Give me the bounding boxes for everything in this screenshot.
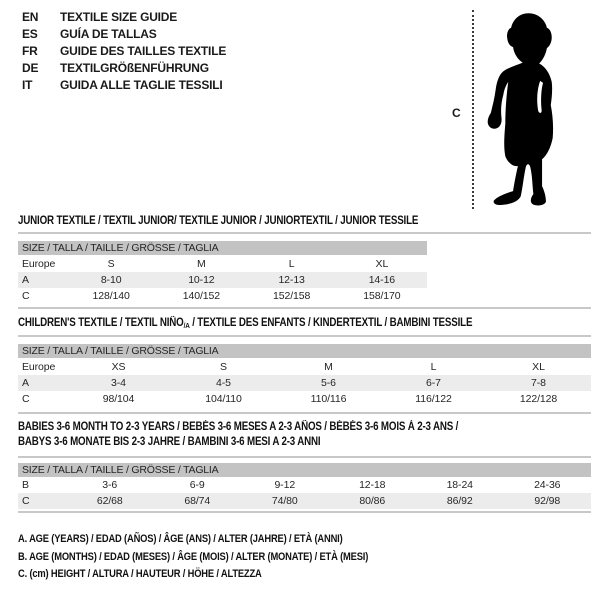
language-title: TEXTILGRÖßENFÜHRUNG [60, 61, 209, 75]
size-header-text: SIZE / TALLA / TAILLE / GRÖSSE / TAGLIA [22, 242, 219, 254]
size-header-text: SIZE / TALLA / TAILLE / GRÖSSE / TAGLIA [22, 345, 219, 357]
row-label-cell: A [22, 377, 29, 389]
divider-rule [18, 232, 591, 234]
legend-notes [18, 531, 430, 584]
size-header-bar [18, 241, 427, 255]
row-label-cell: B [22, 479, 29, 491]
note-text: C. (cm) HEIGHT / ALTURA / HAUTEUR / HÖHE / ALTEZZA [18, 568, 262, 580]
value-cell: 152/158 [272, 290, 311, 302]
value-cell: 24-36 [534, 479, 561, 491]
value-cell: 6-9 [189, 479, 205, 491]
language-code: FR [22, 44, 38, 58]
value-cell: 6-7 [426, 377, 441, 389]
value-cell: 104/110 [205, 393, 242, 405]
value-cell: 86/92 [446, 495, 473, 507]
language-title-list [22, 9, 226, 94]
language-title: GUIDE DES TAILLES TEXTILE [60, 44, 227, 58]
value-cell: 8-10 [100, 274, 122, 286]
divider-rule [18, 307, 591, 309]
height-measure-dotted-line [472, 10, 474, 209]
value-cell: XL [375, 257, 389, 270]
value-cell: 5-6 [321, 377, 336, 389]
section-title-text [18, 316, 472, 333]
value-cell: 12-18 [359, 479, 386, 491]
row-label-cell: Europe [22, 360, 56, 373]
language-code: DE [22, 61, 39, 75]
value-cell: XS [111, 360, 126, 373]
note-line-a [18, 531, 430, 549]
row-label-cell: C [22, 290, 30, 302]
table-row [18, 477, 591, 493]
language-row [22, 77, 226, 94]
size-table [18, 358, 591, 407]
value-cell: XL [532, 360, 545, 373]
language-row [22, 9, 226, 26]
language-code: IT [22, 78, 33, 92]
value-cell: 158/170 [363, 290, 401, 302]
babies-size-table [18, 477, 591, 509]
note-text: A. AGE (YEARS) / EDAD (AÑOS) / ÂGE (ANS) / ALTER (JAHRE) / ETÀ (ANNI) [18, 533, 343, 545]
children-size-table [18, 358, 591, 407]
value-cell: 74/80 [271, 495, 298, 507]
divider-rule [18, 412, 591, 414]
language-title: TEXTILE SIZE GUIDE [60, 10, 178, 24]
value-cell: S [220, 360, 227, 373]
table-row [18, 375, 591, 391]
note-line-b [18, 549, 430, 567]
value-cell: 68/74 [184, 495, 211, 507]
section-title-junior [18, 214, 489, 229]
section-title-text: BABIES 3-6 MONTH TO 2-3 YEARS / BEBÉS 3-6 MESES A 2-3 AÑOS / BÉBÉS 3-6 MOIS À 2-3 ANS / [18, 421, 459, 433]
size-table [18, 477, 591, 509]
baby-silhouette [486, 8, 573, 208]
divider-rule [18, 335, 591, 337]
value-cell: 128/140 [92, 290, 130, 302]
language-row [22, 43, 226, 60]
language-row [22, 26, 226, 43]
value-cell: M [324, 360, 333, 373]
table-row [18, 255, 427, 272]
language-code: EN [22, 10, 39, 24]
section-title-babies [18, 420, 536, 450]
junior-size-table [18, 255, 427, 304]
language-title: GUÍA DE TALLAS [60, 27, 157, 41]
table-row [18, 493, 591, 509]
value-cell: 12-13 [278, 274, 305, 286]
row-label-cell: Europe [22, 257, 56, 270]
value-cell: 116/122 [415, 393, 452, 405]
section-title-children [18, 316, 552, 333]
value-cell: 4-5 [216, 377, 231, 389]
value-cell: 110/116 [310, 393, 347, 405]
value-cell: L [430, 360, 437, 373]
size-header-text: SIZE / TALLA / TAILLE / GRÖSSE / TAGLIA [22, 464, 219, 476]
section-title-text: JUNIOR TEXTILE / TEXTIL JUNIOR/ TEXTILE JUNIOR / JUNIORTEXTIL / JUNIOR TESSILE [18, 215, 419, 227]
value-cell: 92/98 [534, 495, 561, 507]
note-text: B. AGE (MONTHS) / EDAD (MESES) / ÂGE (MOIS) / ALTER (MONATE) / ETÀ (MESI) [18, 550, 369, 563]
table-row [18, 358, 591, 375]
value-cell: 80/86 [359, 495, 386, 507]
value-cell: 18-24 [446, 479, 473, 491]
size-header-bar [18, 344, 591, 358]
value-cell: 62/68 [96, 495, 123, 507]
value-cell: 140/152 [182, 290, 220, 302]
title-part: CHILDREN'S TEXTILE / TEXTIL NIÑO [18, 317, 184, 329]
language-code: ES [22, 27, 38, 41]
value-cell: M [197, 257, 206, 270]
table-row [18, 272, 427, 288]
title-part: / TEXTILE DES ENFANTS / KINDERTEXTIL / BAMBINI TESSILE [189, 317, 473, 329]
title-subscript: /A [183, 321, 190, 330]
value-cell: S [107, 257, 115, 270]
value-cell: 10-12 [188, 274, 215, 286]
height-measure-label: C [452, 106, 461, 120]
value-cell: 98/104 [102, 393, 135, 405]
language-row [22, 60, 226, 77]
value-cell: 7-8 [531, 377, 546, 389]
divider-rule [18, 456, 591, 458]
divider-rule [18, 511, 591, 513]
value-cell: 122/128 [519, 393, 558, 405]
note-line-c [18, 566, 430, 584]
value-cell: 14-16 [368, 274, 396, 286]
language-title: GUIDA ALLE TAGLIE TESSILI [60, 78, 223, 92]
row-label-cell: A [22, 274, 29, 286]
value-cell: 3-4 [111, 377, 126, 389]
section-title-text: BABYS 3-6 MONATE BIS 2-3 JAHRE / BAMBINI 3-6 MESI A 2-3 ANNI [18, 436, 321, 448]
row-label-cell: C [22, 495, 30, 507]
value-cell: 9-12 [274, 479, 296, 491]
value-cell: 3-6 [102, 479, 118, 491]
table-row [18, 391, 591, 407]
size-table [18, 255, 427, 304]
size-header-bar [18, 463, 591, 477]
value-cell: L [288, 257, 295, 270]
table-row [18, 288, 427, 304]
row-label-cell: C [22, 393, 30, 405]
